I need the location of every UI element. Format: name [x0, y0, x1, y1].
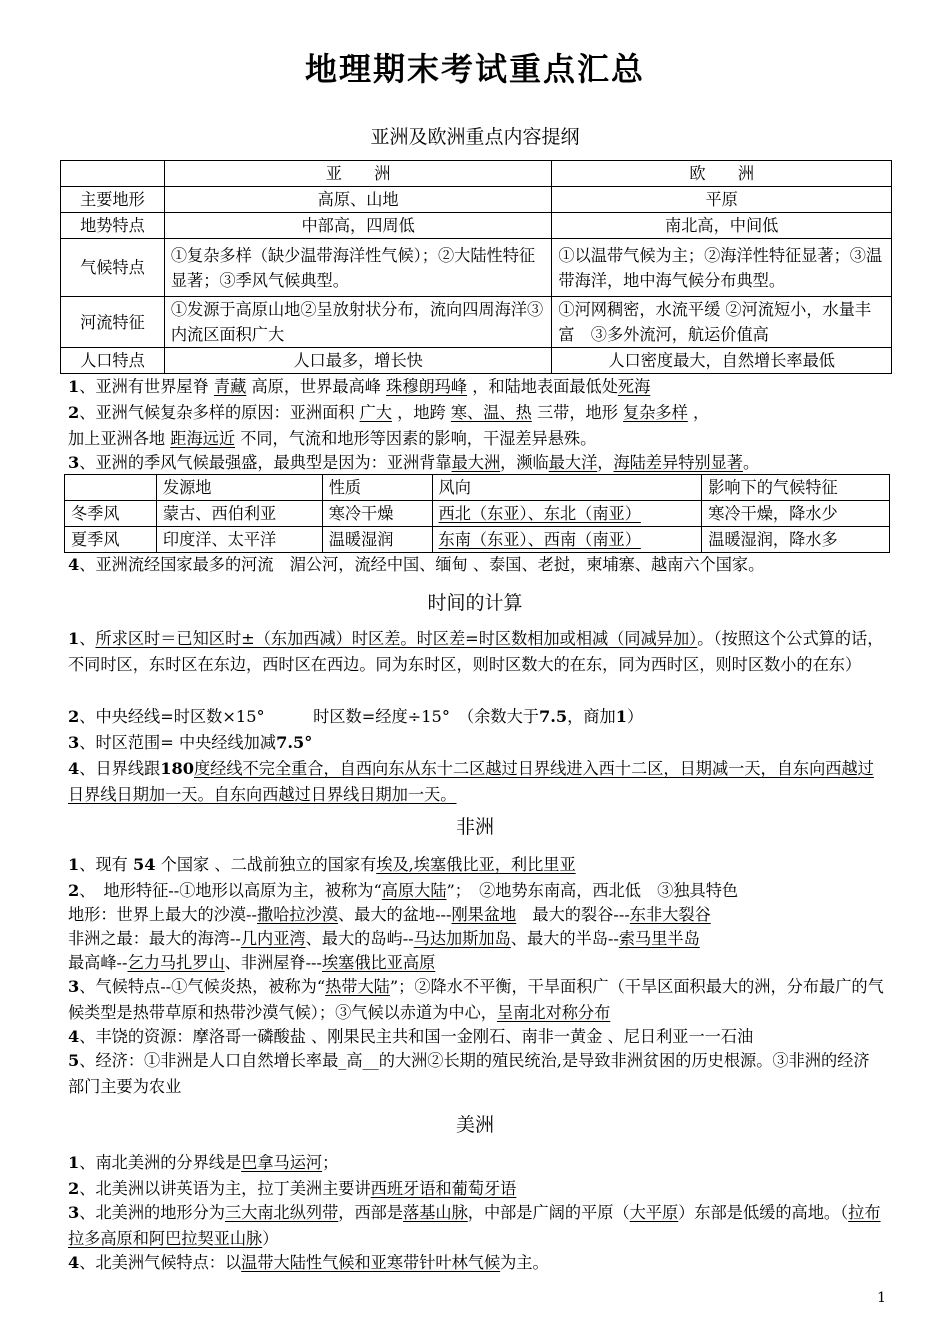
- africa-point-4: 4、丰饶的资源：摩洛哥一磷酸盐 、刚果民主共和国一金刚石、南非一黄金 、尼日利亚一一石油: [68, 1027, 754, 1046]
- africa-point-2-superlatives: 非洲之最：最大的海湾--几内亚湾、最大的岛屿--马达加斯加岛、最大的半岛--索马里半岛: [68, 929, 700, 948]
- asia-point-2-cont: 加上亚洲各地 距海远近 不同，气流和地形等因素的影响，干湿差异悬殊。: [68, 429, 597, 448]
- table-header-nature: 性质: [322, 475, 432, 501]
- america-point-3: 3、北美洲的地形分为三大南北纵列带，西部是落基山脉，中部是广阔的平原（大平原）东部是低缓的高地。（拉布拉多高原和阿巴拉契亚山脉）: [68, 1203, 881, 1248]
- asia-cell: ①发源于高原山地②呈放射状分布，流向四周海洋③内流区面积广大: [164, 297, 552, 348]
- page-title: 地理期末考试重点汇总: [304, 50, 645, 88]
- wind-cell: 西北（东亚）、东北（南亚）: [432, 501, 702, 527]
- europe-cell: 人口密度最大，自然增长率最低: [552, 348, 892, 374]
- africa-point-2-peaks: 最高峰--乞力马扎罗山、非洲屋脊---埃塞俄比亚高原: [68, 953, 436, 972]
- asia-point-2: 2、亚洲气候复杂多样的原因：亚洲面积 广大 ，地跨 寒、温、热 三带，地形 复杂多样 ，: [68, 403, 710, 422]
- africa-point-5: 5、经济：①非洲是人口自然增长率最_高__的大洲②长期的殖民统治,是导致非洲贫困的历史根源。③非洲的经济部门主要为农业: [68, 1051, 870, 1096]
- america-point-2: 2、北美洲以讲英语为主，拉丁美洲主要讲西班牙语和葡萄牙语: [68, 1179, 517, 1198]
- source-cell: 蒙古、西伯利亚: [156, 501, 322, 527]
- europe-cell: ①河网稠密，水流平缓 ②河流短小，水量丰富 ③多外流河，航运价值高: [552, 297, 892, 348]
- asia-cell: 人口最多，增长快: [164, 348, 552, 374]
- monsoon-table: [64, 474, 890, 553]
- effect-cell: 温暖湿润，降水多: [702, 527, 890, 553]
- asia-point-1: 1、亚洲有世界屋脊 青藏 高原，世界最高峰 珠穆朗玛峰 ，和陆地表面最低处死海: [68, 377, 651, 396]
- europe-cell: ①以温带气候为主；②海洋性特征显著；③温带海洋，地中海气候分布典型。: [552, 239, 892, 297]
- europe-cell: 平原: [552, 187, 892, 213]
- season-cell: 夏季风: [65, 527, 157, 553]
- asia-point-3: 3、亚洲的季风气候最强盛，最典型是因为：亚洲背靠最大洲，濒临最大洋，海陆差异特别显著。: [68, 453, 760, 472]
- row-label: 地势特点: [61, 213, 165, 239]
- nature-cell: 温暖湿润: [322, 527, 432, 553]
- nature-cell: 寒冷干燥: [322, 501, 432, 527]
- africa-point-3: 3、气候特点--①气候炎热，被称为“热带大陆”；②降水不平衡，干旱面积广（干旱区面积最大的洲，分布最广的气候类型是热带草原和热带沙漠气候）；③气候以赤道为中心，呈南北对称分布: [68, 977, 884, 1022]
- section-title-asia-europe: 亚洲及欧洲重点内容提纲: [370, 126, 580, 148]
- table-header-asia: 亚 洲: [164, 161, 552, 187]
- africa-point-2-landforms: 地形：世界上最大的沙漠--撒哈拉沙漠、最大的盆地---刚果盆地 最大的裂谷---东非大裂谷: [68, 905, 711, 924]
- table-header-wind: 风向: [432, 475, 702, 501]
- source-cell: 印度洋、太平洋: [156, 527, 322, 553]
- asia-point-4: 4、亚洲流经国家最多的河流 湄公河，流经中国、缅甸 、泰国、老挝，柬埔寨、越南六个国家。: [68, 555, 765, 574]
- table-header-source: 发源地: [156, 475, 322, 501]
- time-point-1: 1、所求区时＝已知区时±（东加西减）时区差。时区差=时区数相加或相减（同减异加）。（按照这个公式算的话，不同时区，东时区在东边，西时区在西边。同为东时区，则时区数大的在东，同为西时区，则时区数小的在东）: [68, 629, 884, 674]
- table-header-empty: [65, 475, 157, 501]
- america-point-1: 1、南北美洲的分界线是巴拿马运河；: [68, 1153, 339, 1172]
- wind-cell: 东南（东亚）、西南（南亚）: [432, 527, 702, 553]
- section-title-time: 时间的计算: [427, 592, 523, 614]
- europe-cell: 南北高，中间低: [552, 213, 892, 239]
- row-label: 人口特点: [61, 348, 165, 374]
- page-number: 1: [877, 1290, 886, 1306]
- table-header-effect: 影响下的气候特征: [702, 475, 890, 501]
- time-point-2: 2、中央经线=时区数×15° 时区数=经度÷15° （余数大于7.5，商加1）: [68, 707, 644, 726]
- asia-cell: 高原、山地: [164, 187, 552, 213]
- row-label: 气候特点: [61, 239, 165, 297]
- america-point-4: 4、北美洲气候特点：以温带大陆性气候和亚寒带针叶林气候为主。: [68, 1253, 549, 1272]
- row-label: 主要地形: [61, 187, 165, 213]
- africa-point-1: 1、现有 54 个国家 、二战前独立的国家有埃及,埃塞俄比亚，利比里亚: [68, 855, 576, 874]
- effect-cell: 寒冷干燥，降水少: [702, 501, 890, 527]
- section-title-america: 美洲: [455, 1114, 494, 1136]
- asia-europe-table: [60, 160, 892, 374]
- season-cell: 冬季风: [65, 501, 157, 527]
- time-point-4: 4、日界线跟180度经线不完全重合，自西向东从东十二区越过日界线进入西十二区，日期减一天，自东向西越过日界线日期加一天。自东向西越过日界线日期加一天。: [68, 759, 874, 804]
- africa-point-2: 2、 地形特征--①地形以高原为主，被称为“高原大陆”； ②地势东南高，西北低 ③独具特色: [68, 881, 739, 900]
- table-header-empty: [61, 161, 165, 187]
- asia-cell: 中部高，四周低: [164, 213, 552, 239]
- time-point-3: 3、时区范围= 中央经线加减7.5°: [68, 733, 313, 752]
- asia-cell: ①复杂多样（缺少温带海洋性气候）；②大陆性特征显著；③季风气候典型。: [164, 239, 552, 297]
- row-label: 河流特征: [61, 297, 165, 348]
- section-title-africa: 非洲: [455, 816, 494, 838]
- table-header-europe: 欧 洲: [552, 161, 892, 187]
